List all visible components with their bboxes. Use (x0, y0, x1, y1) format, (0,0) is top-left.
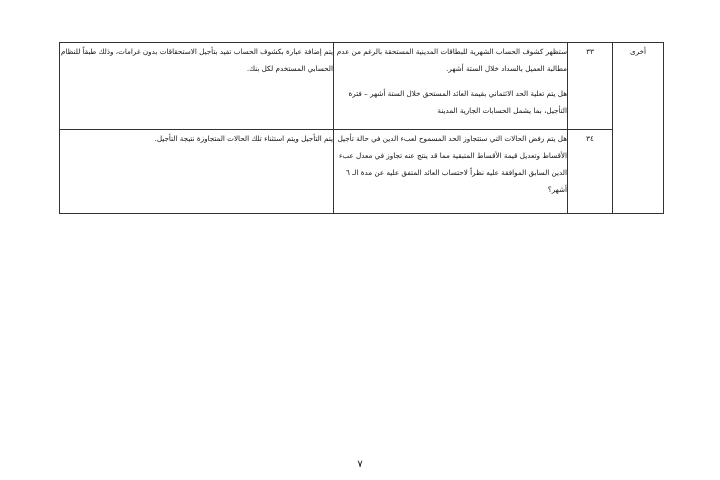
question-text: هل يتم رفض الحالات التي ستتجاوز الحد المسموح لعبء الدين في حالة تأجيل الأقساط وتعديل قيمة الأقساط المتبقية مما قد ينتج عنه تجاوز في معدل عبء الدين السابق الموافقة عليه نظراً لاحتساب العائد المتفق عليه عن مدة الـ ٦ أشهر؟ (337, 134, 567, 194)
page-number: ٧ (357, 459, 363, 470)
row-number: ٣٣ (568, 43, 613, 130)
faq-table (59, 42, 664, 214)
question-text: ستظهر كشوف الحساب الشهرية للبطاقات المدينية المستحقة بالرغم من عدم مطالبة العميل بالسداد خلال الستة أشهر. (336, 47, 567, 73)
category-cell: أخرى (613, 43, 664, 214)
question-text: هل يتم تعلية الحد الائتماني بقيمة العائد المستحق خلال الستة أشهر – فترة التأجيل، بما يشمل الحسابات الجارية المدينة (348, 89, 567, 115)
answer-cell (60, 43, 334, 130)
answer-cell (60, 130, 334, 214)
question-cell (334, 130, 568, 214)
table-row (60, 43, 664, 130)
table-row (60, 130, 664, 214)
question-cell (334, 43, 568, 130)
answer-text: يتم التأجيل ويتم استثناء تلك الحالات المتجاوزة نتيجة التأجيل. (154, 134, 333, 143)
row-number: ٣٤ (568, 130, 613, 214)
answer-text: يتم إضافة عبارة بكشوف الحساب تفيد بتأجيل الاستحقاقات بدون غرامات، وذلك طبقاً للنظام الحسابي المستخدم لكل بنك. (61, 47, 333, 73)
